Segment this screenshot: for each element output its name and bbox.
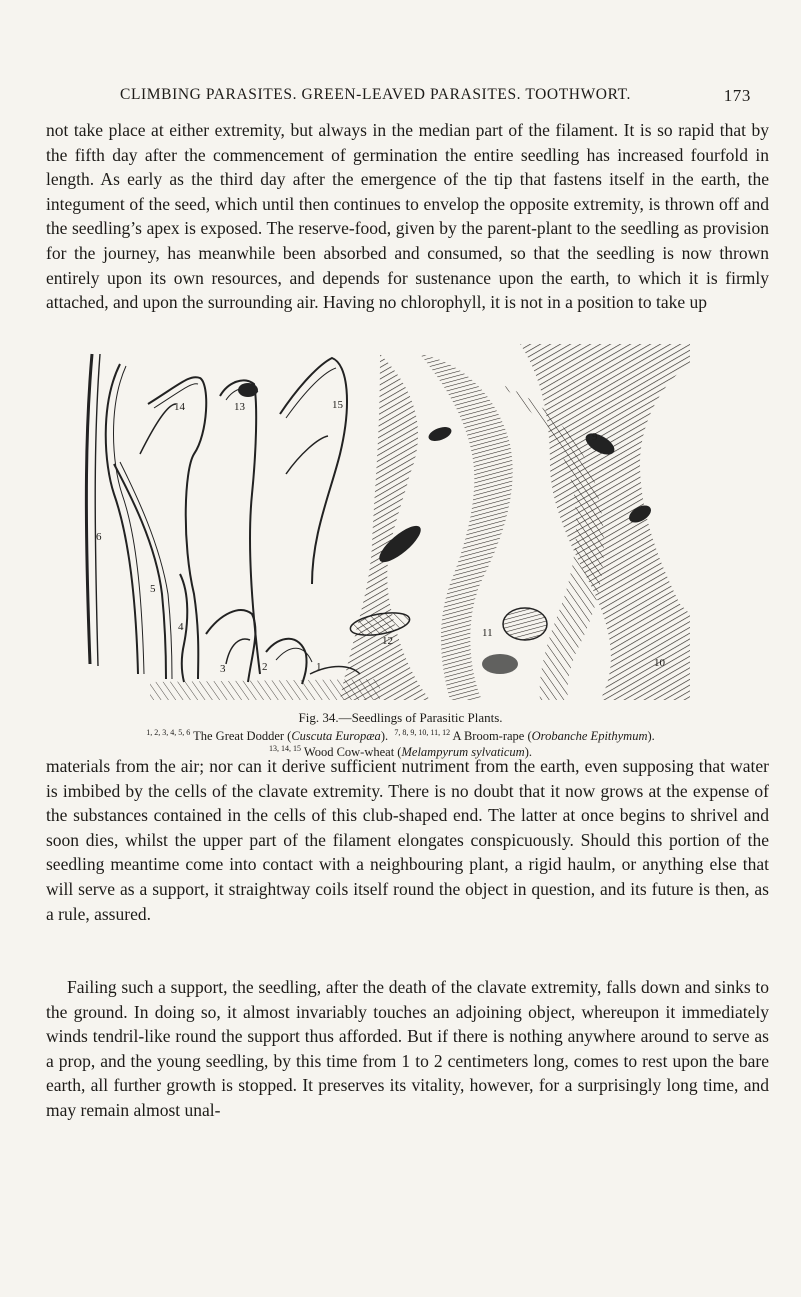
running-header: [120, 86, 751, 110]
figure-seedlings-illustration: [80, 344, 690, 706]
label-11: 11: [482, 627, 493, 639]
paragraph-1: not take place at either extremity, but always in the median part of the filament. It is so rapid that by the fifth day after the commencement of germination the entire seedling has increased fourfold in length. As early as the third day after the emergence of the tip that fastens itself in the earth, the integument of the seed, which until then continues to envelop the opposite extremity, is thrown off and the seedling’s apex is exposed. The reserve-food, given by the parent-plant to the seedling as provision for the journey, has meanwhile been absorbed and consumed, so that the seedling is now thrown entirely upon its own resources, and depends for sustenance upon the earth, to which it is firmly attached, and upon the surrounding air. Having no chlorophyll, it is not in a position to take up: [46, 120, 769, 313]
paragraph-2: materials from the air; nor can it derive sufficient nutriment from the earth, even supposing that water is imbibed by the cells of the clavate extremity. There is no doubt that it now grows at the expense of the substances contained in the cells of this club-shaped end. The latter at once begins to shrivel and soon dies, whilst the upper part of the filament elongates conspicuously. Should this portion of the seedling meantime come into contact with a neighbouring plant, a rigid haulm, or anything else that will serve as a support, it straightway coils itself round the object in question, and its future is then, as a rule, assured.: [46, 756, 769, 924]
running-title: CLIMBING PARASITES. GREEN-LEAVED PARASITES. TOOTHWORT.: [120, 86, 631, 103]
legend-refs-dodder: 1, 2, 3, 4, 5, 6: [146, 727, 191, 737]
engraving: [80, 344, 690, 706]
page-number: 173: [723, 86, 751, 105]
label-6: 6: [96, 531, 102, 543]
label-5: 5: [150, 583, 156, 595]
label-4: 4: [178, 621, 184, 633]
label-15: 15: [332, 399, 343, 411]
paragraph-3: Failing such a support, the seedling, after the death of the clavate extremity, falls down and sinks to the ground. In doing so, it almost invariably touches an adjoining object, whereupon it immediately winds tendril-like round the support thus afforded. But if there is nothing anywhere around to serve as a prop, and the young seedling, by this time from 1 to 2 centimeters long, comes to rest upon the bare earth, all further growth is stopped. It preserves its vitality, however, for a surprisingly long time, and may remain almost unal-: [46, 977, 769, 1120]
figure-title: Fig. 34.—Seedlings of Parasitic Plants.: [298, 710, 503, 725]
label-3: 3: [220, 663, 226, 675]
label-1: 1: [316, 661, 322, 673]
label-12: 12: [382, 635, 393, 647]
label-10: 10: [654, 657, 665, 669]
legend-refs-broomrape: 7, 8, 9, 10, 11, 12: [394, 727, 451, 737]
label-13: 13: [234, 401, 245, 413]
figure-legend-line-1: $^{1, 2, 3, 4, 5, 6}$ The Great Dodder (Cuscuta Europæa). $^{7, 8, 9, 10, 11, 12}$ A Broom-rape (Orobanche Epithymum).: [146, 727, 655, 743]
species-broomrape: Orobanche Epithymum: [531, 729, 648, 743]
label-9: 9: [592, 431, 598, 443]
host-root-middle: [420, 354, 513, 700]
figure-legend-line-2: $^{13, 14, 15}$ Wood Cow-wheat (Melampyrum sylvaticum).: [268, 743, 533, 759]
label-14: 14: [174, 401, 185, 413]
species-cowwheat: Melampyrum sylvaticum: [401, 745, 525, 759]
host-root-right: [520, 344, 690, 700]
label-2: 2: [262, 661, 268, 673]
species-dodder: Cuscuta Europæa: [291, 729, 381, 743]
legend-refs-cowwheat: 13, 14, 15: [268, 743, 301, 753]
